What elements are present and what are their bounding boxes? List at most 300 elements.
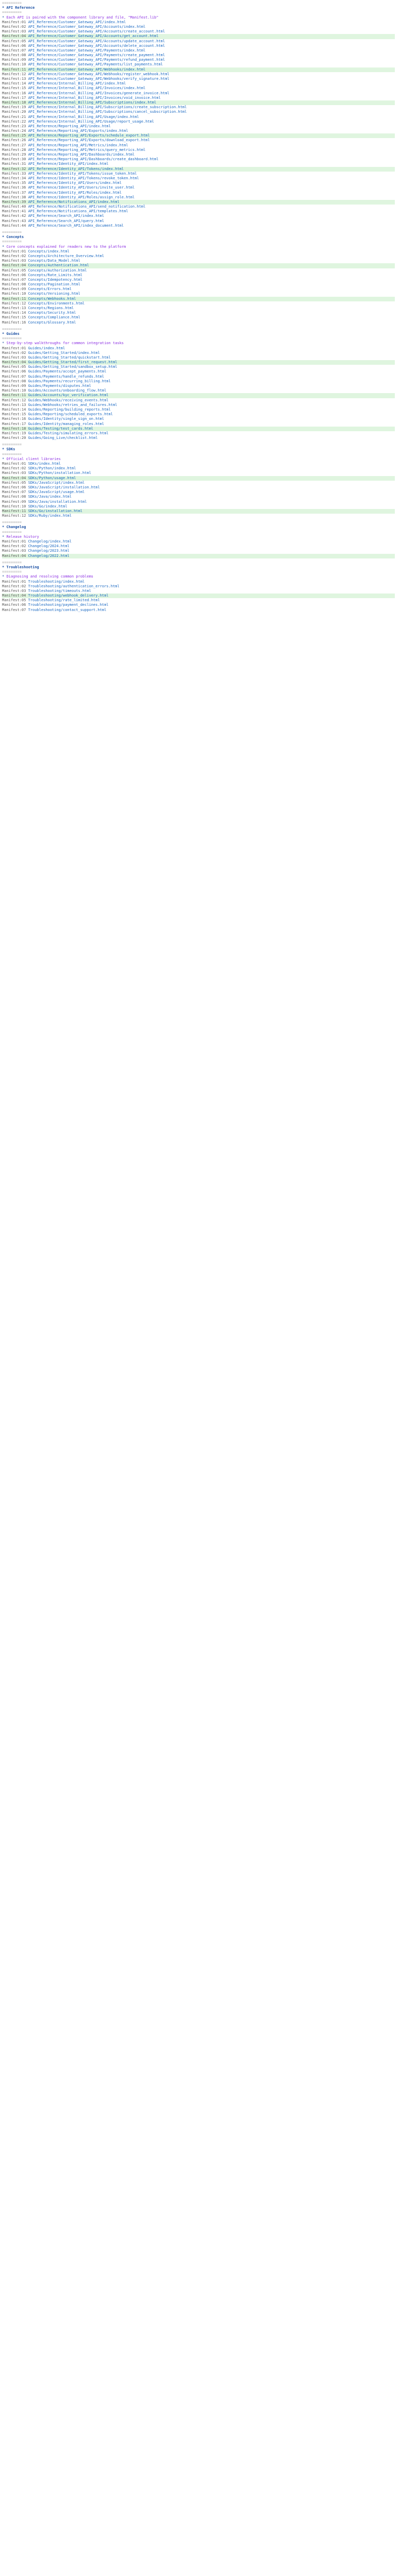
list-item	[2, 138, 395, 143]
list-item	[2, 219, 395, 224]
item-label: Manifest:02	[2, 24, 26, 29]
item-link[interactable]: Concepts/Authorization.html	[28, 268, 87, 273]
item-label: Manifest:06	[2, 485, 26, 489]
section-heading-line	[2, 235, 395, 240]
list-item	[2, 20, 395, 25]
item-label: Manifest:09	[2, 287, 26, 292]
list-item	[2, 403, 395, 408]
item-label: Manifest:06	[2, 369, 26, 374]
item-link[interactable]: Guides/Testing/test_cards.html	[28, 426, 94, 431]
item-link[interactable]: API_Reference/Customer_Gateway_API/Accounts/create_account.html	[28, 29, 165, 34]
list-item	[2, 301, 395, 306]
item-link[interactable]: SDKs/Go/installation.html	[28, 509, 82, 513]
list-item	[2, 157, 395, 162]
list-item	[2, 110, 395, 114]
section-block	[2, 561, 395, 613]
list-item	[2, 490, 395, 495]
section-rule: =========	[2, 443, 22, 447]
item-link[interactable]: Concepts/index.html	[28, 249, 70, 253]
list-item	[2, 77, 395, 81]
section-heading-line	[2, 332, 395, 336]
item-link[interactable]: API_Reference/Reporting_API/Dashboards/create_dashboard.html	[28, 157, 159, 162]
item-label: Manifest:07	[2, 277, 26, 282]
section-subhead-line	[2, 535, 395, 539]
item-label: Manifest:09	[2, 58, 26, 62]
item-link[interactable]: API_Reference/Identity_API/Users/index.html	[28, 181, 122, 185]
item-link[interactable]: API_Reference/Identity_API/Users/invite_user.html	[28, 185, 135, 190]
list-item	[2, 417, 395, 421]
item-label: Manifest:10	[2, 62, 26, 67]
item-link[interactable]: API_Reference/Customer_Gateway_API/Payments/refund_payment.html	[28, 58, 165, 62]
item-link[interactable]: Concepts/Security.html	[28, 311, 76, 315]
item-link[interactable]: Guides/Testing/simulating_errors.html	[28, 431, 109, 435]
bullet-marker: *	[2, 15, 7, 20]
item-link[interactable]: API_Reference/Customer_Gateway_API/Accounts/update_account.html	[28, 39, 165, 43]
item-label: Manifest:07	[2, 607, 26, 612]
item-label: Manifest:11	[2, 509, 26, 513]
item-label: Manifest:12	[2, 514, 26, 518]
list-item	[2, 598, 395, 603]
item-label: Manifest:21	[2, 114, 26, 119]
list-item	[2, 129, 395, 133]
list-item	[2, 500, 395, 504]
item-link[interactable]: API_Reference/Internal_Billing_API/Usage/index.html	[28, 114, 139, 119]
item-label: Manifest:37	[2, 190, 26, 195]
list-item	[2, 53, 395, 58]
item-link[interactable]: Guides/index.html	[28, 346, 65, 350]
item-label: Manifest:17	[2, 95, 26, 100]
item-link[interactable]: Troubleshooting/contact_support.html	[28, 607, 107, 612]
section-subhead: Step-by-step walkthroughs for common integration tasks	[6, 341, 124, 346]
list-item	[2, 287, 395, 292]
item-link[interactable]: API_Reference/Search_API/index_document.html	[28, 223, 124, 228]
section-subhead: Each API is paired with the component library and file, "Manifest.lib"	[6, 15, 159, 20]
list-item	[2, 195, 395, 200]
list-item	[2, 292, 395, 296]
item-label: Manifest:07	[2, 490, 26, 495]
item-label: Manifest:34	[2, 176, 26, 180]
item-link[interactable]: Guides/Payments/disputes.html	[28, 384, 91, 388]
item-label: Manifest:06	[2, 603, 26, 607]
item-link[interactable]: API_Reference/Reporting_API/Metrics/query_metrics.html	[28, 147, 146, 152]
item-label: Manifest:01	[2, 346, 26, 350]
section-rule: =========	[2, 230, 22, 234]
list-item	[2, 306, 395, 311]
item-label: Manifest:04	[2, 263, 26, 268]
bullet-marker: *	[2, 534, 7, 539]
item-label: Manifest:10	[2, 292, 26, 296]
item-link[interactable]: API_Reference/Internal_Billing_API/Invoices/generate_invoice.html	[28, 91, 170, 95]
item-link[interactable]: API_Reference/Internal_Billing_API/Invoices/index.html	[28, 86, 146, 91]
section-rule: =========	[2, 10, 22, 15]
item-label: Manifest:05	[2, 480, 26, 485]
list-item	[2, 408, 395, 412]
list-item	[2, 351, 395, 355]
list-item	[2, 143, 395, 148]
item-label: Manifest:05	[2, 39, 26, 43]
item-label: Manifest:03	[2, 471, 26, 476]
item-link[interactable]: SDKs/index.html	[28, 462, 61, 466]
list-item	[2, 311, 395, 315]
item-link[interactable]: API_Reference/Internal_Billing_API/index.html	[28, 81, 126, 86]
item-label: Manifest:09	[2, 384, 26, 388]
item-link[interactable]: Guides/Reporting/building_reports.html	[28, 407, 111, 412]
list-item	[2, 554, 395, 558]
list-item	[2, 214, 395, 218]
item-label: Manifest:03	[2, 355, 26, 360]
item-link[interactable]: Guides/Accounts/kyc_verification.html	[28, 393, 109, 398]
list-item	[2, 249, 395, 254]
section-spacer	[2, 613, 395, 615]
item-label: Manifest:03	[2, 588, 26, 593]
list-item	[2, 549, 395, 553]
item-link[interactable]: Guides/Going_Live/checklist.html	[28, 436, 98, 440]
list-item	[2, 100, 395, 105]
item-link[interactable]: API_Reference/Internal_Billing_API/Subscriptions/cancel_subscription.html	[28, 110, 187, 114]
list-item	[2, 167, 395, 172]
item-label: Manifest:13	[2, 402, 26, 407]
item-link[interactable]: API_Reference/Internal_Billing_API/Invoices/void_invoice.html	[28, 95, 161, 100]
list-item	[2, 259, 395, 263]
section-rule: =========	[2, 336, 22, 341]
item-label: Manifest:32	[2, 166, 26, 171]
item-link[interactable]: Changelog/2022.html	[28, 553, 70, 558]
item-link[interactable]: Guides/Getting_Started/sandbox_setup.html	[28, 365, 118, 369]
item-link[interactable]: SDKs/Ruby/index.html	[28, 514, 72, 518]
item-link[interactable]: API_Reference/Notifications_API/templates.html	[28, 209, 128, 214]
item-label: Manifest:35	[2, 181, 26, 185]
section-heading-line	[2, 447, 395, 452]
item-label: Manifest:05	[2, 268, 26, 273]
item-link[interactable]: API_Reference/Identity_API/Tokens/revoke_token.html	[28, 176, 139, 180]
list-item	[2, 209, 395, 214]
item-label: Manifest:43	[2, 218, 26, 223]
list-item	[2, 278, 395, 282]
item-link[interactable]: SDKs/Java/installation.html	[28, 499, 87, 504]
item-link[interactable]: API_Reference/Customer_Gateway_API/Payments/index.html	[28, 48, 146, 53]
item-link[interactable]: Guides/Identity/single_sign_on.html	[28, 417, 105, 421]
list-item	[2, 388, 395, 393]
item-link[interactable]: Guides/Payments/handle_refunds.html	[28, 374, 105, 379]
item-label: Manifest:11	[2, 67, 26, 72]
item-label: Manifest:14	[2, 81, 26, 86]
item-label: Manifest:04	[2, 34, 26, 39]
item-label: Manifest:13	[2, 306, 26, 310]
item-link[interactable]: SDKs/JavaScript/installation.html	[28, 485, 100, 489]
item-link[interactable]: Concepts/Idempotency.html	[28, 277, 82, 282]
section-heading: * SDKs	[2, 447, 15, 452]
section-block	[2, 230, 395, 325]
list-item	[2, 320, 395, 325]
item-link[interactable]: API_Reference/Identity_API/Tokens/index.html	[28, 166, 124, 171]
list-item	[2, 466, 395, 471]
item-label: Manifest:38	[2, 195, 26, 199]
item-label: Manifest:07	[2, 374, 26, 379]
list-item	[2, 86, 395, 91]
list-item	[2, 172, 395, 176]
section-block	[2, 1, 395, 228]
item-link[interactable]: SDKs/Python/installation.html	[28, 471, 91, 476]
section-subhead-line	[2, 574, 395, 579]
bullet-marker: *	[2, 456, 7, 461]
list-item	[2, 115, 395, 120]
item-label: Manifest:02	[2, 584, 26, 588]
list-item	[2, 224, 395, 228]
item-link[interactable]: API_Reference/Customer_Gateway_API/Payments/create_payment.html	[28, 53, 165, 58]
section-heading: * Changelog	[2, 525, 26, 530]
section-block	[2, 520, 395, 558]
list-item	[2, 594, 395, 598]
item-label: Manifest:28	[2, 147, 26, 152]
item-link[interactable]: Concepts/Glossary.html	[28, 320, 76, 325]
list-item	[2, 200, 395, 205]
list-item	[2, 181, 395, 185]
item-link[interactable]: Guides/Webhooks/receiving_events.html	[28, 398, 109, 402]
section-heading-line	[2, 6, 395, 10]
list-item	[2, 544, 395, 549]
item-label: Manifest:19	[2, 105, 26, 110]
document-page	[0, 0, 397, 615]
item-link[interactable]: Guides/Payments/accept_payments.html	[28, 369, 107, 374]
item-label: Manifest:27	[2, 143, 26, 147]
section-rule: =========	[2, 570, 22, 574]
item-link[interactable]: Concepts/Regions.html	[28, 306, 74, 310]
list-item	[2, 120, 395, 124]
item-label: Manifest:17	[2, 421, 26, 426]
section-rule: =========	[2, 327, 22, 331]
item-link[interactable]: Changelog/index.html	[28, 539, 72, 544]
item-link[interactable]: API_Reference/Customer_Gateway_API/Webhooks/index.html	[28, 67, 146, 72]
list-item	[2, 191, 395, 195]
section-rule: =========	[2, 240, 22, 244]
list-item	[2, 495, 395, 499]
item-link[interactable]: Changelog/2024.html	[28, 544, 70, 549]
item-link[interactable]: Concepts/Authentication.html	[28, 263, 89, 268]
list-item	[2, 263, 395, 268]
item-label: Manifest:22	[2, 119, 26, 124]
item-link[interactable]: Concepts/Compliance.html	[28, 315, 80, 320]
item-link[interactable]: Concepts/Versioning.html	[28, 292, 80, 296]
section-subhead: Release history	[6, 534, 39, 539]
list-item	[2, 584, 395, 589]
item-label: Manifest:33	[2, 171, 26, 176]
item-link[interactable]: Troubleshooting/payment_declines.html	[28, 603, 109, 607]
item-label: Manifest:02	[2, 253, 26, 258]
list-item	[2, 273, 395, 278]
list-item	[2, 29, 395, 34]
item-link[interactable]: Guides/Reporting/scheduled_exports.html	[28, 412, 113, 417]
item-label: Manifest:09	[2, 499, 26, 504]
list-item	[2, 25, 395, 29]
list-item	[2, 48, 395, 53]
item-label: Manifest:19	[2, 431, 26, 435]
list-item	[2, 379, 395, 384]
list-item	[2, 96, 395, 100]
item-link[interactable]: SDKs/Python/usage.html	[28, 476, 76, 480]
item-label: Manifest:08	[2, 379, 26, 383]
item-link[interactable]: Guides/Webhooks/retries_and_failures.html	[28, 402, 118, 407]
list-item	[2, 81, 395, 86]
list-item	[2, 254, 395, 259]
list-item	[2, 431, 395, 436]
item-link[interactable]: SDKs/Go/index.html	[28, 504, 68, 509]
item-link[interactable]: API_Reference/Search_API/query.html	[28, 218, 105, 223]
item-link[interactable]: Guides/Accounts/onboarding_flow.html	[28, 388, 107, 393]
list-item	[2, 185, 395, 190]
list-item	[2, 603, 395, 607]
item-link[interactable]: Concepts/Errors.html	[28, 287, 72, 292]
item-link[interactable]: API_Reference/Internal_Billing_API/Subscriptions/index.html	[28, 100, 157, 105]
item-label: Manifest:15	[2, 315, 26, 320]
item-link[interactable]: API_Reference/Notifications_API/send_notification.html	[28, 205, 146, 209]
list-item	[2, 412, 395, 417]
item-link[interactable]: API_Reference/Identity_API/index.html	[28, 162, 109, 166]
list-item	[2, 133, 395, 138]
item-label: Manifest:13	[2, 77, 26, 81]
item-link[interactable]: API_Reference/Reporting_API/index.html	[28, 124, 111, 128]
item-link[interactable]: API_Reference/Customer_Gateway_API/Payments/list_payments.html	[28, 62, 163, 67]
item-link[interactable]: Troubleshooting/timeouts.html	[28, 588, 91, 593]
item-link[interactable]: API_Reference/Notifications_API/index.html	[28, 199, 120, 204]
item-link[interactable]: Concepts/Rate_Limits.html	[28, 273, 82, 277]
item-link[interactable]: API_Reference/Customer_Gateway_API/Accounts/index.html	[28, 24, 146, 29]
item-label: Manifest:12	[2, 301, 26, 306]
item-label: Manifest:06	[2, 273, 26, 277]
item-label: Manifest:20	[2, 110, 26, 114]
item-link[interactable]: API_Reference/Identity_API/Roles/assign_role.html	[28, 195, 135, 199]
item-link[interactable]: SDKs/Python/index.html	[28, 466, 76, 471]
item-link[interactable]: Changelog/2023.html	[28, 549, 70, 553]
item-label: Manifest:05	[2, 365, 26, 369]
list-item	[2, 152, 395, 157]
list-item	[2, 427, 395, 431]
list-item	[2, 67, 395, 72]
item-link[interactable]: API_Reference/Customer_Gateway_API/Webhooks/register_webhook.html	[28, 72, 170, 76]
item-label: Manifest:20	[2, 436, 26, 440]
item-label: Manifest:01	[2, 579, 26, 584]
item-link[interactable]: Concepts/Data_Model.html	[28, 259, 80, 263]
list-item	[2, 58, 395, 62]
item-label: Manifest:16	[2, 417, 26, 421]
section-heading-line	[2, 565, 395, 570]
item-label: Manifest:25	[2, 133, 26, 138]
item-link[interactable]: Guides/Getting_Started/index.html	[28, 350, 100, 355]
item-link[interactable]: API_Reference/Customer_Gateway_API/Webhooks/verify_signature.html	[28, 77, 170, 81]
item-label: Manifest:04	[2, 476, 26, 480]
item-label: Manifest:18	[2, 100, 26, 105]
item-link[interactable]: SDKs/JavaScript/usage.html	[28, 490, 85, 495]
list-item	[2, 422, 395, 427]
list-item	[2, 268, 395, 273]
item-link[interactable]: API_Reference/Internal_Billing_API/Usage/report_usage.html	[28, 119, 155, 124]
item-link[interactable]: API_Reference/Customer_Gateway_API/Accounts/delete_account.html	[28, 43, 165, 48]
item-link[interactable]: Troubleshooting/rate_limited.html	[28, 598, 100, 603]
item-link[interactable]: API_Reference/Identity_API/Tokens/issue_token.html	[28, 171, 137, 176]
section-rule: =========	[2, 560, 22, 565]
item-label: Manifest:08	[2, 495, 26, 499]
section-subhead: Official client libraries	[6, 456, 61, 461]
list-item	[2, 162, 395, 166]
item-link[interactable]: SDKs/JavaScript/index.html	[28, 480, 85, 485]
item-link[interactable]: SDKs/Java/index.html	[28, 495, 72, 499]
item-link[interactable]: API_Reference/Reporting_API/Dashboards/index.html	[28, 152, 135, 157]
item-label: Manifest:36	[2, 185, 26, 190]
section-subhead-line	[2, 245, 395, 249]
section-heading: * API Reference	[2, 6, 35, 10]
item-label: Manifest:04	[2, 553, 26, 558]
bullet-marker: *	[2, 341, 7, 346]
item-link[interactable]: Guides/Identity/managing_roles.html	[28, 421, 105, 426]
item-label: Manifest:41	[2, 209, 26, 214]
item-label: Manifest:29	[2, 152, 26, 157]
item-label: Manifest:10	[2, 388, 26, 393]
item-link[interactable]: API_Reference/Identity_API/Roles/index.html	[28, 190, 122, 195]
list-item	[2, 476, 395, 481]
item-link[interactable]: Troubleshooting/authentication_errors.html	[28, 584, 120, 588]
list-item	[2, 375, 395, 379]
section-rule: =========	[2, 1, 22, 5]
item-link[interactable]: Guides/Getting_Started/quickstart.html	[28, 355, 111, 360]
item-label: Manifest:04	[2, 594, 26, 598]
item-link[interactable]: Guides/Getting_Started/first_request.html	[28, 360, 118, 365]
item-link[interactable]: Concepts/Webhooks.html	[28, 296, 76, 301]
item-link[interactable]: Concepts/Pagination.html	[28, 282, 80, 287]
item-link[interactable]: API_Reference/Customer_Gateway_API/index.html	[28, 20, 126, 24]
item-label: Manifest:10	[2, 504, 26, 509]
item-label: Manifest:11	[2, 296, 26, 301]
list-item	[2, 608, 395, 613]
item-label: Manifest:16	[2, 320, 26, 325]
list-item	[2, 369, 395, 374]
item-label: Manifest:08	[2, 282, 26, 287]
item-label: Manifest:02	[2, 466, 26, 471]
item-link[interactable]: API_Reference/Reporting_API/Metrics/index.html	[28, 143, 128, 147]
item-label: Manifest:15	[2, 86, 26, 91]
item-link[interactable]: API_Reference/Reporting_API/Exports/index.html	[28, 129, 128, 133]
bullet-marker: *	[2, 574, 7, 579]
item-label: Manifest:12	[2, 72, 26, 76]
list-item	[2, 485, 395, 490]
item-label: Manifest:18	[2, 426, 26, 431]
item-label: Manifest:14	[2, 407, 26, 412]
item-label: Manifest:01	[2, 20, 26, 24]
item-label: Manifest:01	[2, 462, 26, 466]
list-item	[2, 355, 395, 360]
list-item	[2, 176, 395, 181]
item-label: Manifest:01	[2, 539, 26, 544]
section-rule: =========	[2, 530, 22, 534]
item-link[interactable]: Troubleshooting/webhook_delivery.html	[28, 594, 109, 598]
item-link[interactable]: Concepts/Architecture_Overview.html	[28, 253, 105, 258]
item-link[interactable]: API_Reference/Internal_Billing_API/Subscriptions/create_subscription.html	[28, 105, 187, 110]
item-link[interactable]: API_Reference/Reporting_API/Exports/schedule_export.html	[28, 133, 150, 138]
item-label: Manifest:03	[2, 259, 26, 263]
item-link[interactable]: Concepts/Environments.html	[28, 301, 85, 306]
item-link[interactable]: Guides/Payments/recurring_billing.html	[28, 379, 111, 383]
list-item	[2, 384, 395, 388]
list-item	[2, 436, 395, 440]
item-label: Manifest:15	[2, 412, 26, 417]
list-item	[2, 509, 395, 514]
list-item	[2, 481, 395, 485]
section-subhead: Core concepts explained for readers new to the platform	[6, 244, 126, 249]
item-label: Manifest:11	[2, 393, 26, 398]
list-item	[2, 205, 395, 209]
item-link[interactable]: API_Reference/Customer_Gateway_API/Accounts/get_account.html	[28, 34, 159, 39]
item-link[interactable]: API_Reference/Search_API/index.html	[28, 214, 105, 218]
item-link[interactable]: API_Reference/Reporting_API/Exports/download_export.html	[28, 138, 150, 143]
item-link[interactable]: Troubleshooting/index.html	[28, 579, 85, 584]
